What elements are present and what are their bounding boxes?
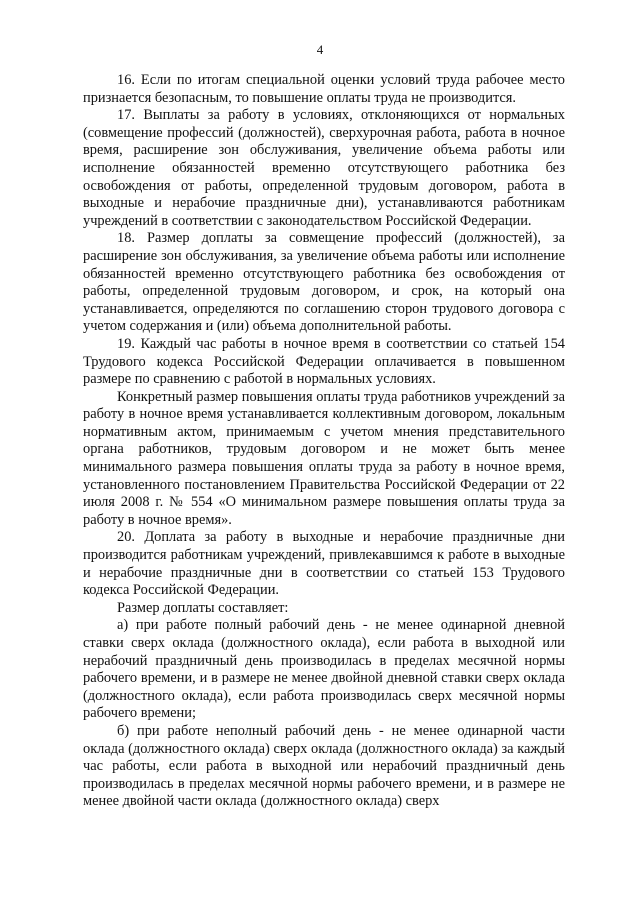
paragraph-18: 18. Размер доплаты за совмещение профессий (должностей), за расширение зон обслуживания, за увеличение объема работы или исполнение обязанностей временно отсутствующего работника без освобождения от работы, определенной трудовым договором, и срок, на который она устанавливается, определяются по соглашению сторон трудового договора с учетом содержания и (или) объема дополнительной работы.	[83, 230, 565, 335]
paragraph-20-item-b: б) при работе неполный рабочий день - не менее одинарной части оклада (должностного оклада) сверх оклада (должностного оклада) за каждый час работы, если работа в выходной или нерабочий праздничный день производилась в пределах месячной нормы рабочего времени, и в размере не менее двойной части оклада (должностного оклада) сверх	[83, 722, 565, 810]
paragraph-20: 20. Доплата за работу в выходные и нерабочие праздничные дни производится работникам учреждений, привлекавшимся к работе в выходные и нерабочие праздничные дни в соответствии со статьей 153 Трудового кодекса Российской Федерации.	[83, 529, 565, 599]
page-number: 4	[316, 42, 324, 57]
paragraph-20-item-a: а) при работе полный рабочий день - не менее одинарной дневной ставки сверх оклада (должностного оклада), если работа в выходной или нерабочий праздничный день производилась в пределах месячной нормы рабочего времени, и в размере не менее двойной дневной ставки сверх оклада (должностного оклада), если работа производилась сверх месячной нормы рабочего времени;	[83, 617, 565, 722]
document-body	[83, 72, 565, 811]
paragraph-17: 17. Выплаты за работу в условиях, отклоняющихся от нормальных (совмещение профессий (должностей), сверхурочная работа, работа в ночное время, расширение зон обслуживания, увеличение объема работы или исполнение обязанностей временно отсутствующего работника без освобождения от работы, определенной трудовым договором, работа в выходные и нерабочие праздничные дни), устанавливаются работникам учреждений в соответствии с законодательством Российской Федерации.	[83, 107, 565, 229]
paragraph-19: 19. Каждый час работы в ночное время в соответствии со статьей 154 Трудового кодекса Российской Федерации оплачивается в повышенном размере по сравнению с работой в нормальных условиях.	[83, 335, 565, 388]
paragraph-19-continuation: Конкретный размер повышения оплаты труда работников учреждений за работу в ночное время устанавливается коллективным договором, локальным нормативным актом, принимаемым с учетом мнения представительного органа работников, трудовым договором и не может быть менее минимального размера повышения оплаты труда за работу в ночное время, установленного постановлением Правительства Российской Федерации от 22 июля 2008 г. № 554 «О минимальном размере повышения оплаты труда за работу в ночное время».	[83, 388, 565, 528]
paragraph-20-amount-intro: Размер доплаты составляет:	[117, 599, 289, 616]
paragraph-16: 16. Если по итогам специальной оценки условий труда рабочее место признается безопасным, то повышение оплаты труда не производится.	[83, 72, 565, 106]
